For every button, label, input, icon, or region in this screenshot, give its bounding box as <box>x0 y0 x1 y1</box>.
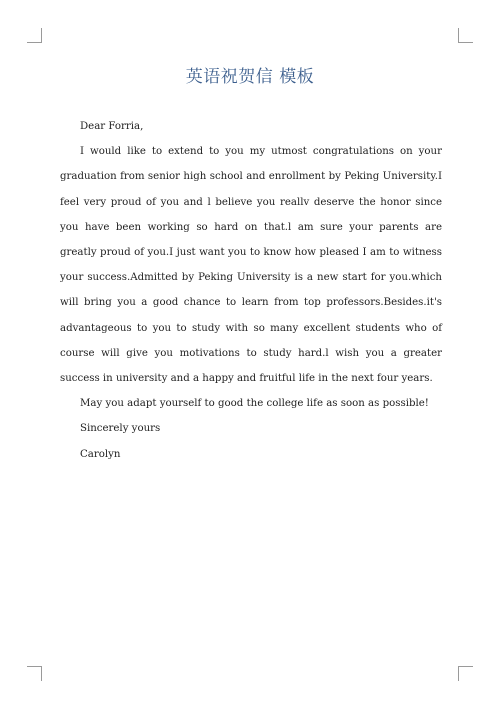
letter-body <box>60 114 442 467</box>
document-title: 英语祝贺信 模板 <box>185 67 315 87</box>
signature: Carolyn <box>80 448 121 460</box>
crop-mark-bottom-right <box>458 666 473 681</box>
body-paragraph-1: I would like to extend to you my utmost congratulations on your graduation from senior high school and enrollment by Peking University.I feel very proud of you and l believe you reallv deserve the honor since you have been working so hard on that.l am sure your parents are greatly proud of you.I just want you to know how pleased I am to witness your success.Admitted by Peking University is a new start for you.which will bring you a good chance to learn from top professors.Besides.it's advantageous to you to study with so many excellent students who of course will give you motivations to study hard.l wish you a greater success in university and a happy and fruitful life in the next four years. <box>60 146 442 385</box>
closing: Sincerely yours <box>80 423 161 435</box>
body-paragraph-2: May you adapt yourself to good the college life as soon as possible! <box>80 398 429 410</box>
crop-mark-top-left <box>27 28 42 43</box>
crop-mark-top-right <box>458 28 473 43</box>
crop-mark-bottom-left <box>27 666 42 681</box>
salutation: Dear Forria, <box>80 121 144 132</box>
